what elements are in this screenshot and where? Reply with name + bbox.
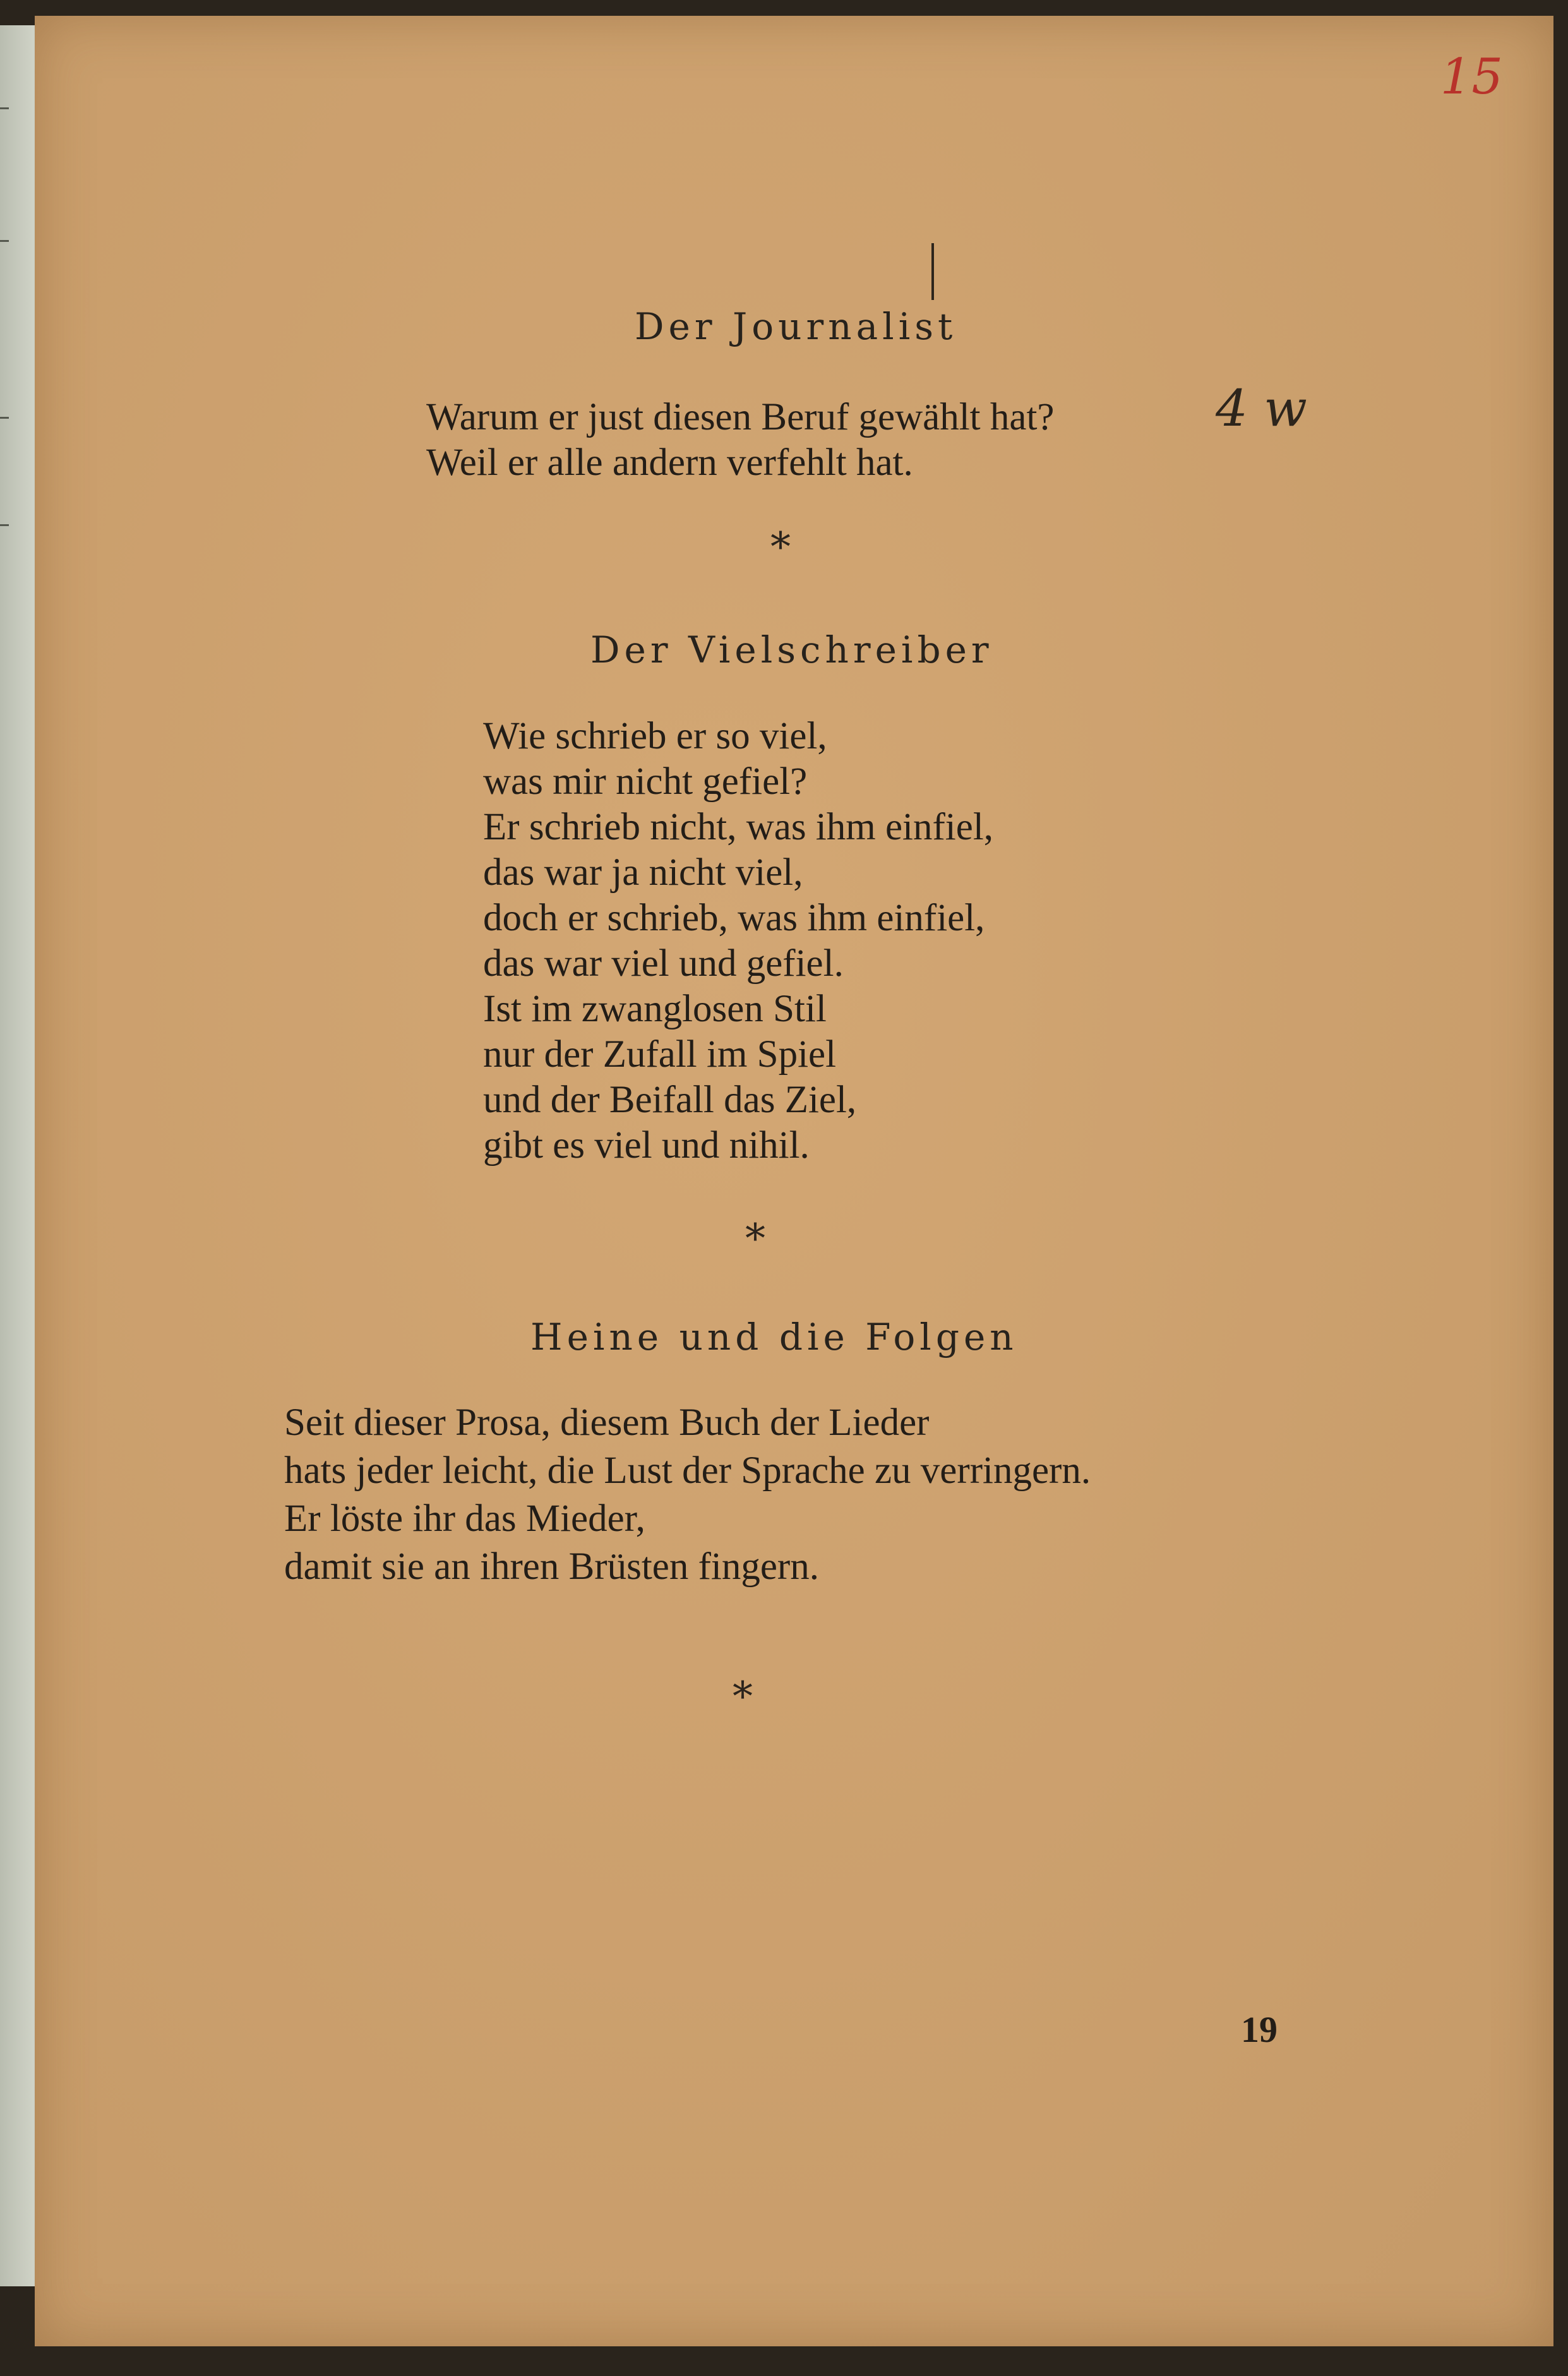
margin-check-stroke (931, 243, 934, 300)
poem-body (284, 1399, 1091, 1591)
poem-line: hats jeder leicht, die Lust der Sprache zu verringern. (284, 1449, 1091, 1492)
poem-line: damit sie an ihren Brüsten fingern. (284, 1545, 820, 1588)
poem-line: was mir nicht gefiel? (483, 760, 808, 803)
margin-annotation: 4 w (1216, 379, 1307, 438)
printed-page-number: 19 (1241, 2009, 1278, 2050)
poem-line: und der Beifall das Ziel, (483, 1079, 857, 1121)
poem-body (426, 395, 1054, 486)
poem-line: Ist im zwanglosen Stil (483, 988, 827, 1030)
poem-line: Er löste ihr das Mieder, (284, 1497, 645, 1540)
poem-line: das war ja nicht viel, (483, 851, 803, 894)
book-page (35, 16, 1553, 2346)
poem-line: Warum er just diesen Beruf gewählt hat? (426, 396, 1055, 438)
poem-body (483, 714, 993, 1168)
poem-line: Wie schrieb er so viel, (483, 715, 827, 757)
poem-line: doch er schrieb, was ihm einfiel, (483, 897, 985, 939)
poem-line: Er schrieb nicht, was ihm einfiel, (483, 806, 994, 848)
poem-line: gibt es viel und nihil. (483, 1124, 810, 1167)
edge-mark (0, 524, 9, 526)
section-separator: * (745, 1216, 765, 1263)
edge-mark (0, 107, 9, 109)
edge-mark (0, 240, 9, 242)
poem-line: Seit dieser Prosa, diesem Buch der Lieder (284, 1401, 930, 1444)
poem-line: nur der Zufall im Spiel (483, 1033, 837, 1076)
section-separator: * (733, 1674, 753, 1720)
poem-title: Heine und die Folgen (530, 1316, 1018, 1359)
poem-title: Der Journalist (635, 305, 957, 348)
handwritten-page-number: 15 (1440, 49, 1503, 105)
poem-line: das war viel und gefiel. (483, 942, 844, 985)
edge-mark (0, 417, 9, 419)
section-separator: * (770, 524, 791, 571)
poem-title: Der Vielschreiber (590, 628, 993, 671)
poem-line: Weil er alle andern verfehlt hat. (426, 441, 913, 484)
